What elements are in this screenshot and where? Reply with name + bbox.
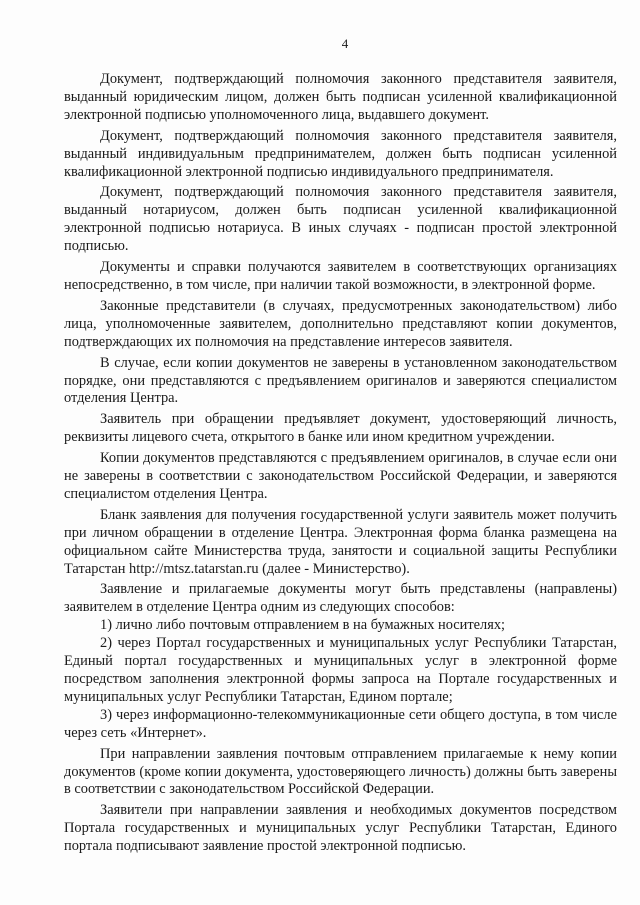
paragraph: В случае, если копии документов не заверены в установленном законодательством порядке, они представляются с предъявлением оригиналов и заверяются специалистом отделения Центра. bbox=[64, 354, 617, 407]
paragraph: Заявители при направлении заявления и необходимых документов посредством Портала государственных и муниципальных услуг Республики Татарстан, Единого портала подписывают заявление простой электронной подписью. bbox=[64, 802, 617, 855]
list-item: 1) лично либо почтовым отправлением в на бумажных носителях; bbox=[100, 617, 506, 634]
document-body bbox=[64, 71, 617, 859]
paragraph: Бланк заявления для получения государственной услуги заявитель может получить при личном обращении в отделение Центра. Электронная форма бланка размещена на официальном сайте Министерства труда, занятости и социальной защиты Республики Татарстан http://mtsz.tatarstan.ru (далее - Министерство). bbox=[64, 506, 617, 577]
paragraph: Заявитель при обращении предъявляет документ, удостоверяющий личность, реквизиты лицевого счета, открытого в банке или ином кредитном учреждении. bbox=[64, 411, 617, 446]
paragraph: Заявление и прилагаемые документы могут быть представлены (направлены) заявителем в отделение Центра одним из следующих способов: bbox=[64, 581, 617, 616]
paragraph: Документ, подтверждающий полномочия законного представителя заявителя, выданный юридическим лицом, должен быть подписан усиленной квалификационной электронной подписью уполномоченного лица, выдавшего документ. bbox=[64, 71, 617, 123]
paragraph: При направлении заявления почтовым отправлением прилагаемые к нему копии документов (кроме копии документа, удостоверяющего личность) должны быть заверены в соответствии с законодательством Российской Федерации. bbox=[64, 745, 617, 798]
page-number: 4 bbox=[341, 36, 349, 51]
list-item: 3) через информационно-телекоммуникационные сети общего доступа, в том числе через сеть «Интернет». bbox=[64, 706, 617, 741]
paragraph: Документ, подтверждающий полномочия законного представителя заявителя, выданный индивидуальным предпринимателем, должен быть подписан усиленной квалификационной электронной подписью индивидуального предпринимателя. bbox=[64, 127, 617, 180]
paragraph: Копии документов представляются с предъявлением оригиналов, в случае если они не заверены в соответствии с законодательством Российской Федерации, и заверяются специалистом отделения Центра. bbox=[64, 450, 617, 502]
paragraph: Законные представители (в случаях, предусмотренных законодательством) либо лица, уполномоченные заявителем, дополнительно представляют копии документов, подтверждающих их полномочия на представление интересов заявителя. bbox=[64, 297, 617, 350]
paragraph: Документы и справки получаются заявителем в соответствующих организациях непосредственно, в том числе, при наличии такой возможности, в электронной форме. bbox=[64, 259, 617, 293]
list-item: 2) через Портал государственных и муниципальных услуг Республики Татарстан, Единый портал государственных и муниципальных услуг в электронной форме посредством заполнения электронной формы запроса на Портале государственных и муниципальных услуг Республики Татарстан, Едином портале; bbox=[64, 635, 617, 705]
paragraph: Документ, подтверждающий полномочия законного представителя заявителя, выданный нотариусом, должен быть подписан усиленной квалификационной электронной подписью нотариуса. В иных случаях - подписан простой электронной подписью. bbox=[64, 184, 617, 255]
